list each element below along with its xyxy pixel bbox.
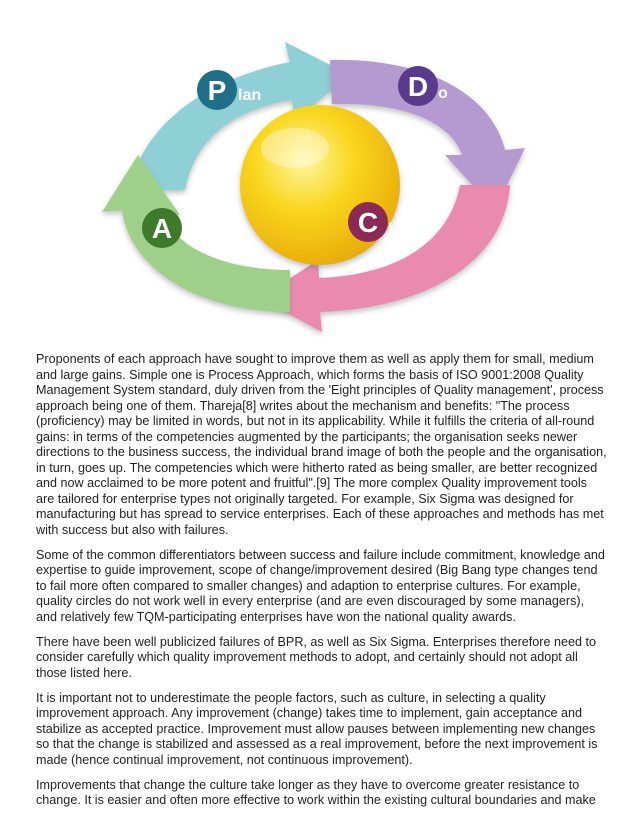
do-label xyxy=(398,66,448,106)
center-sphere xyxy=(240,105,400,265)
do-initial: D xyxy=(407,71,429,102)
paragraph-1: Proponents of each approach have sought to improve them as well as apply them for small, medium and large gains. Simple one is Process Approach, which forms the basis of ISO 9001:2008 Quality Management System standard, duly driven from the 'Eight principles of Quality management', process approach being one of them. Thareja[8] writes about the mechanism and benefits: "The process (proficiency) may be limited in words, but not in its applicability. While it fulfills the criteria of all-round gains: in terms of the competencies augmented by the participants; the organisation seeks newer directions to the business success, the individual brand image of both the people and the organisation, in turn, goes up. The competencies which were hitherto rated as being smaller, are better recognized and now acclaimed to be more potent and fruitful".[9] The more complex Quality improvement tools are tailored for enterprise types not originally targeted. For example, Six Sigma was designed for manufacturing but has spread to service enterprises. Each of these approaches and methods has met with success but also with failures. xyxy=(36,352,607,537)
act-initial: A xyxy=(151,213,173,244)
act-label xyxy=(142,208,197,248)
pdca-cycle-diagram xyxy=(100,20,540,340)
plan-rest: lan xyxy=(238,87,262,104)
document-body xyxy=(36,352,608,818)
paragraph-4: It is important not to underestimate the people factors, such as culture, in selecting a quality improvement approach. Any improvement (change) takes time to implement, gain acceptance and stabilize as accepted practice. Improvement must allow pauses between implementing new changes so that the change is stabilized and assessed as a real improvement, before the next improvement is made (hence continual improvement, not continuous improvement). xyxy=(36,690,598,767)
paragraph-3: There have been well publicized failures of BPR, as well as Six Sigma. Enterprises therefore need to consider carefully which quality improvement methods to adopt, and certainly should not adopt all those listed here. xyxy=(36,634,597,680)
plan-initial: P xyxy=(207,75,227,106)
paragraph-2: Some of the common differentiators between success and failure include commitment, knowledge and expertise to guide improvement, scope of change/improvement desired (Big Bang type changes tend to fail more often compared to smaller changes) and adaption to enterprise cultures. For example, quality circles do not work well in every enterprise (and are even discouraged by some managers), and relatively few TQM-participating enterprises have won the national quality awards. xyxy=(36,547,605,624)
paragraph-5: Improvements that change the culture take longer as they have to overcome greater resistance to change. It is easier and often more effective to work within the existing cultural boundaries and make xyxy=(36,777,596,807)
do-rest: o xyxy=(438,85,448,102)
act-rest: ct xyxy=(182,227,197,244)
check-initial: C xyxy=(357,207,379,238)
check-rest: heck xyxy=(388,221,425,238)
